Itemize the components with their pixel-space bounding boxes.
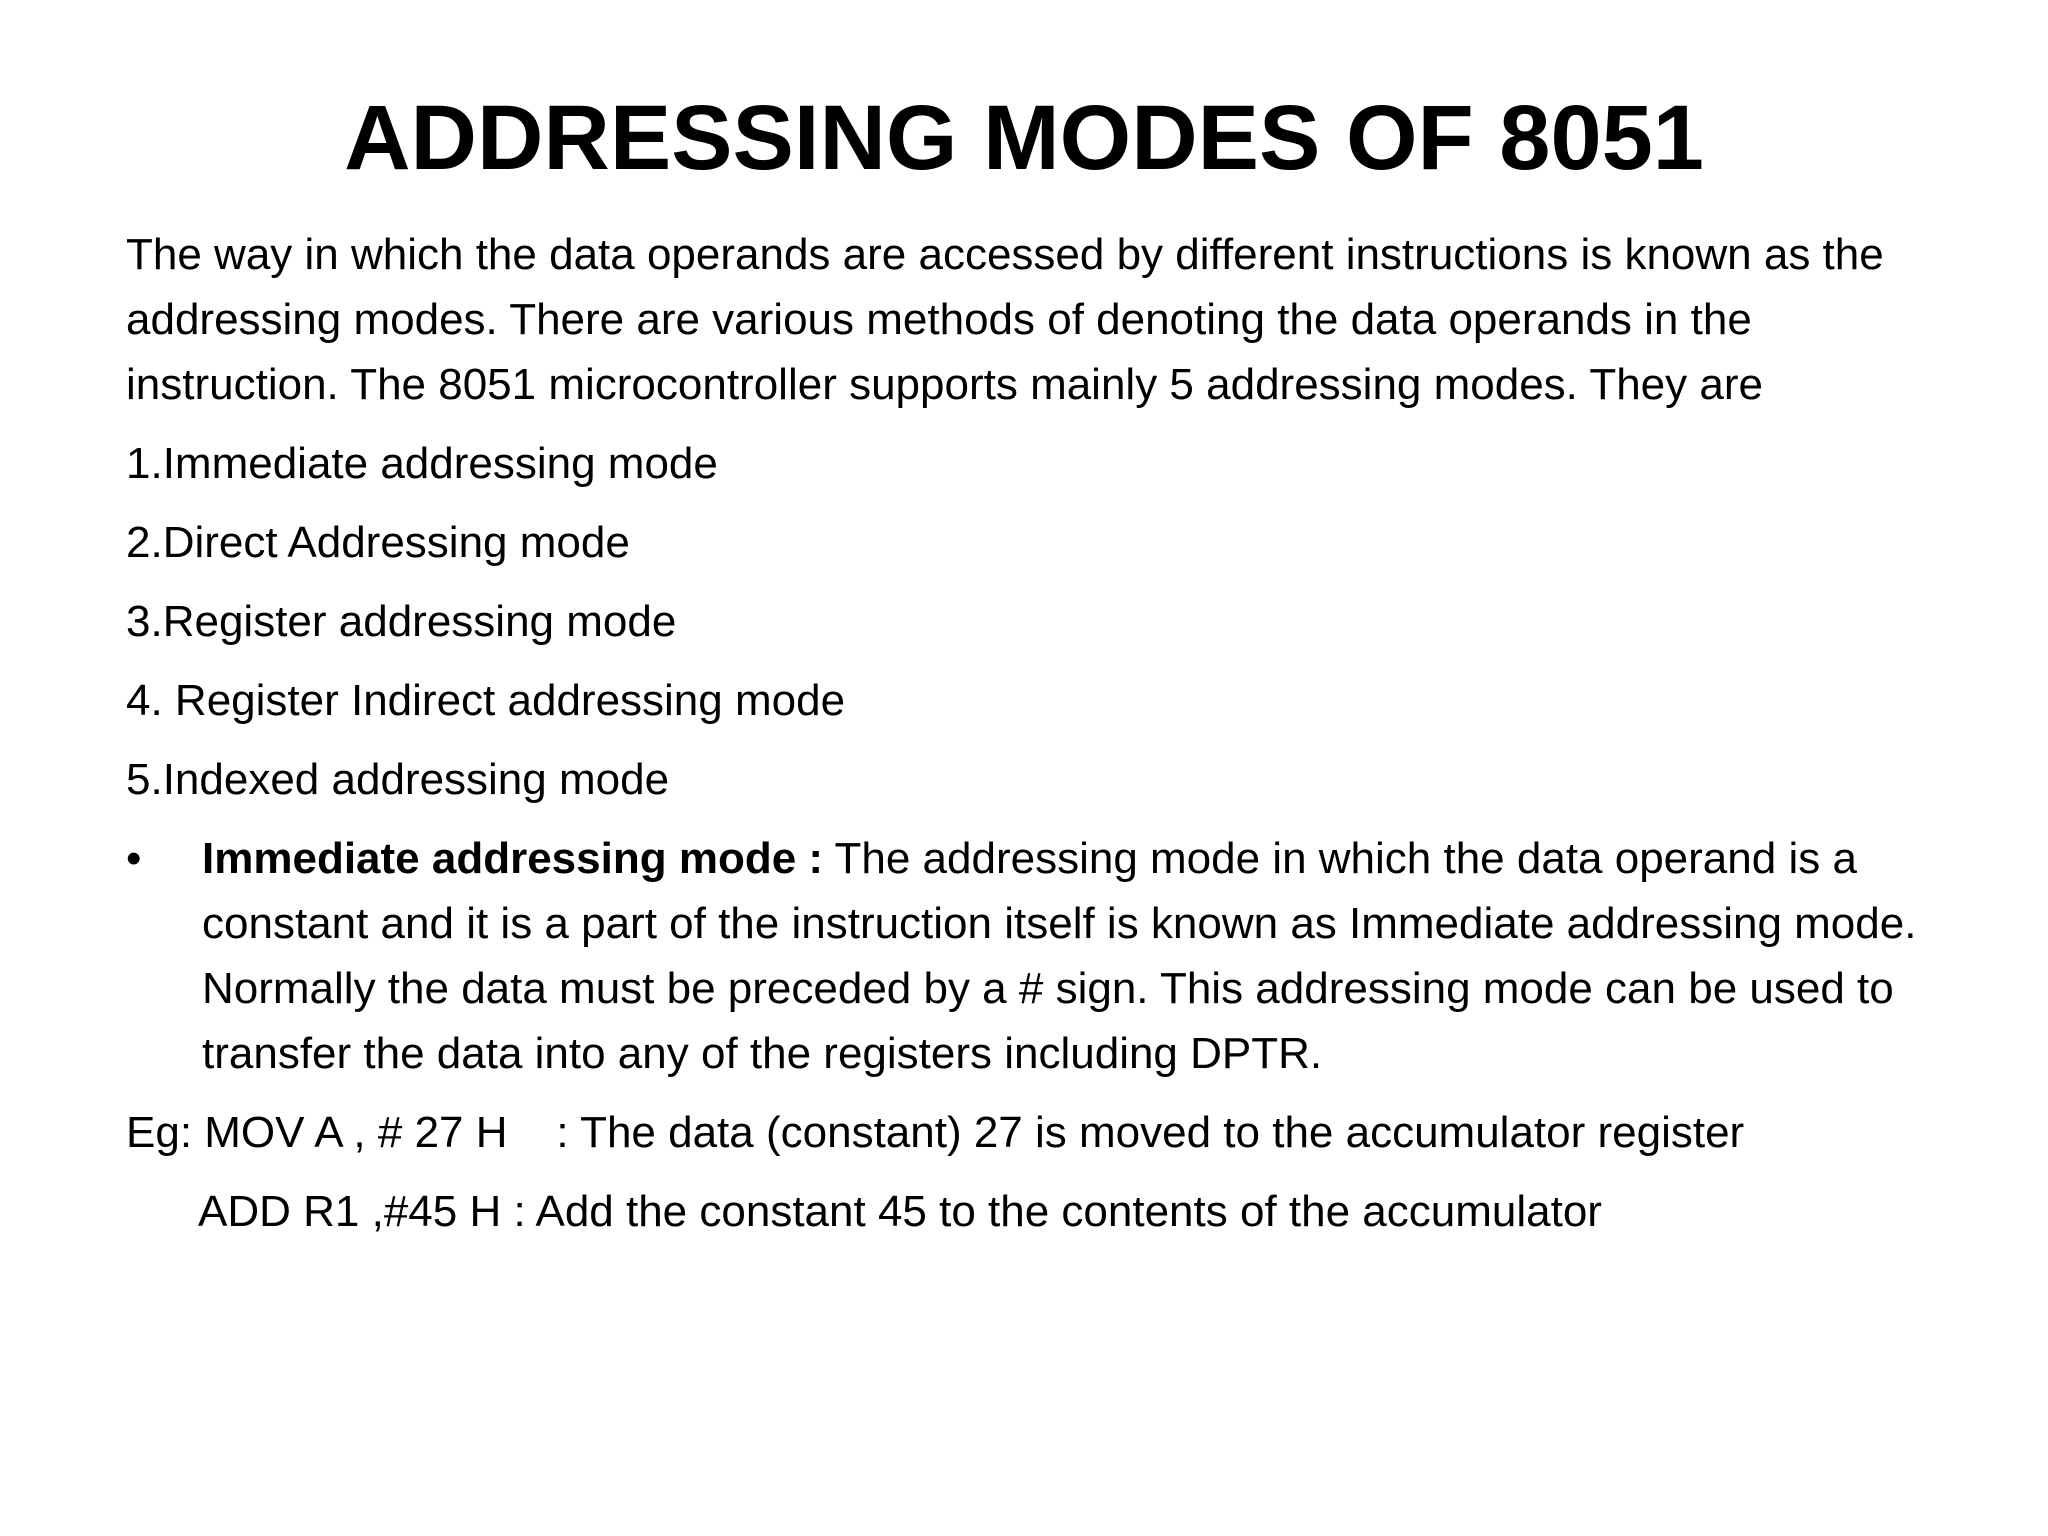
list-item: 3.Register addressing mode [126,597,677,646]
list-item: 5.Indexed addressing mode [126,755,670,804]
bullet-heading: Immediate addressing mode : [202,834,824,883]
example-line-1: Eg: MOV A , # 27 H : The data (constant) 27 is moved to the accumulator register [126,1108,1745,1157]
bullet-dot-icon: • [126,834,142,883]
list-item: 4. Register Indirect addressing mode [126,676,846,725]
immediate-mode-bullet [126,826,1946,1086]
list-item: 2.Direct Addressing mode [126,518,630,567]
slide-body [126,222,1946,1244]
example-line-2: ADD R1 ,#45 H : Add the constant 45 to the contents of the accumulator [198,1187,1602,1236]
slide-title: ADDRESSING MODES OF 8051 [344,87,1704,189]
list-item: 1.Immediate addressing mode [126,439,718,488]
addressing-modes-list [126,431,1946,812]
bullet-text: The addressing mode in which the data operand is a constant and it is a part of the instruction itself is known as Immediate addressing mode. Normally the data must be preceded by a # sign. This addressing mode can be used to transfer the data into any of the registers including DPTR. [202,834,1917,1078]
intro-paragraph: The way in which the data operands are accessed by different instructions is known as the addressing modes. There are various methods of denoting the data operands in the instruction. The 8051 microcontroller supports mainly 5 addressing modes. They are [126,230,1884,409]
